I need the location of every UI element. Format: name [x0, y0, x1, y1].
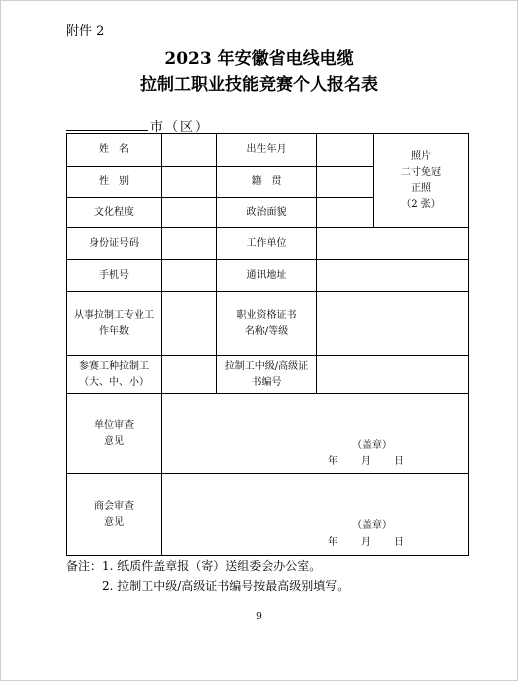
name-field[interactable]: [162, 134, 217, 167]
unit-review-label: [67, 394, 162, 474]
birth-label: 出生年月: [217, 134, 317, 167]
notes: [66, 556, 349, 596]
certificate-number-label: [217, 356, 317, 394]
chamber-review-label-line-1: 商会审查: [94, 500, 134, 512]
unit-review-field[interactable]: [162, 394, 469, 474]
unit-seal-text: （盖章）: [352, 440, 392, 451]
certificate-field[interactable]: [317, 292, 469, 356]
gender-label: 性 别: [67, 167, 162, 198]
note-line-1: 备注：1. 纸质件盖章报（寄）送组委会办公室。: [66, 559, 322, 573]
certificate-label-line-2: 名称/等级: [244, 325, 289, 337]
chamber-review-label: [67, 474, 162, 556]
address-label: 通讯地址: [217, 260, 317, 292]
photo-line-1: 照片: [411, 150, 431, 162]
workplace-field[interactable]: [317, 228, 469, 260]
certificate-label-line-1: 职业资格证书: [236, 309, 297, 321]
certificate-number-label-line-1: 拉制工中级/高级证: [224, 360, 309, 372]
hometown-field[interactable]: [317, 167, 374, 198]
birth-field[interactable]: [317, 134, 374, 167]
chamber-review-label-line-2: 意见: [104, 516, 124, 528]
city-suffix: 市（区）: [150, 120, 211, 135]
certificate-label: [217, 292, 317, 356]
photo-line-2: 二寸免冠: [401, 166, 441, 178]
id-label: 身份证号码: [67, 228, 162, 260]
phone-field[interactable]: [162, 260, 217, 292]
name-label: 姓 名: [67, 134, 162, 167]
education-label: 文化程度: [67, 198, 162, 228]
address-field[interactable]: [317, 260, 469, 292]
unit-date-text: 年 月 日: [328, 456, 405, 467]
competition-type-label-line-2: （大、中、小）: [79, 376, 149, 388]
work-years-label-line-2: 作年数: [99, 325, 129, 337]
certificate-number-label-line-2: 书编号: [251, 376, 282, 388]
work-years-label: [67, 292, 162, 356]
gender-field[interactable]: [162, 167, 217, 198]
chamber-review-field[interactable]: [162, 474, 469, 556]
registration-form-table: [66, 133, 469, 556]
unit-review-label-line-1: 单位审查: [94, 419, 134, 431]
workplace-label: 工作单位: [217, 228, 317, 260]
work-years-label-line-1: 从事拉制工专业工: [74, 309, 154, 321]
phone-label: 手机号: [67, 260, 162, 292]
chamber-seal-text: （盖章）: [352, 520, 392, 531]
hometown-label: 籍 贯: [217, 167, 317, 198]
work-years-field[interactable]: [162, 292, 217, 356]
photo-line-4: （2 张）: [401, 198, 441, 210]
certificate-number-field[interactable]: [317, 356, 469, 394]
id-field[interactable]: [162, 228, 217, 260]
title-line-2: 拉制工职业技能竞赛个人报名表: [140, 75, 378, 95]
competition-type-label-line-1: 参赛工种拉制工: [79, 360, 149, 372]
political-label: 政治面貌: [217, 198, 317, 228]
education-field[interactable]: [162, 198, 217, 228]
title-line-1: 2023 年安徽省电线电缆: [164, 49, 354, 69]
page-number: 9: [256, 612, 262, 622]
photo-box[interactable]: [374, 134, 469, 228]
unit-review-label-line-2: 意见: [104, 435, 124, 447]
photo-line-3: 正照: [411, 182, 431, 194]
attachment-label: 附件 2: [66, 24, 105, 39]
competition-type-label: [67, 356, 162, 394]
competition-type-field[interactable]: [162, 356, 217, 394]
chamber-date-text: 年 月 日: [328, 537, 405, 548]
note-line-2: 2. 拉制工中级/高级证书编号按最高级别填写。: [102, 579, 350, 593]
political-field[interactable]: [317, 198, 374, 228]
city-blank-field[interactable]: [66, 118, 148, 131]
